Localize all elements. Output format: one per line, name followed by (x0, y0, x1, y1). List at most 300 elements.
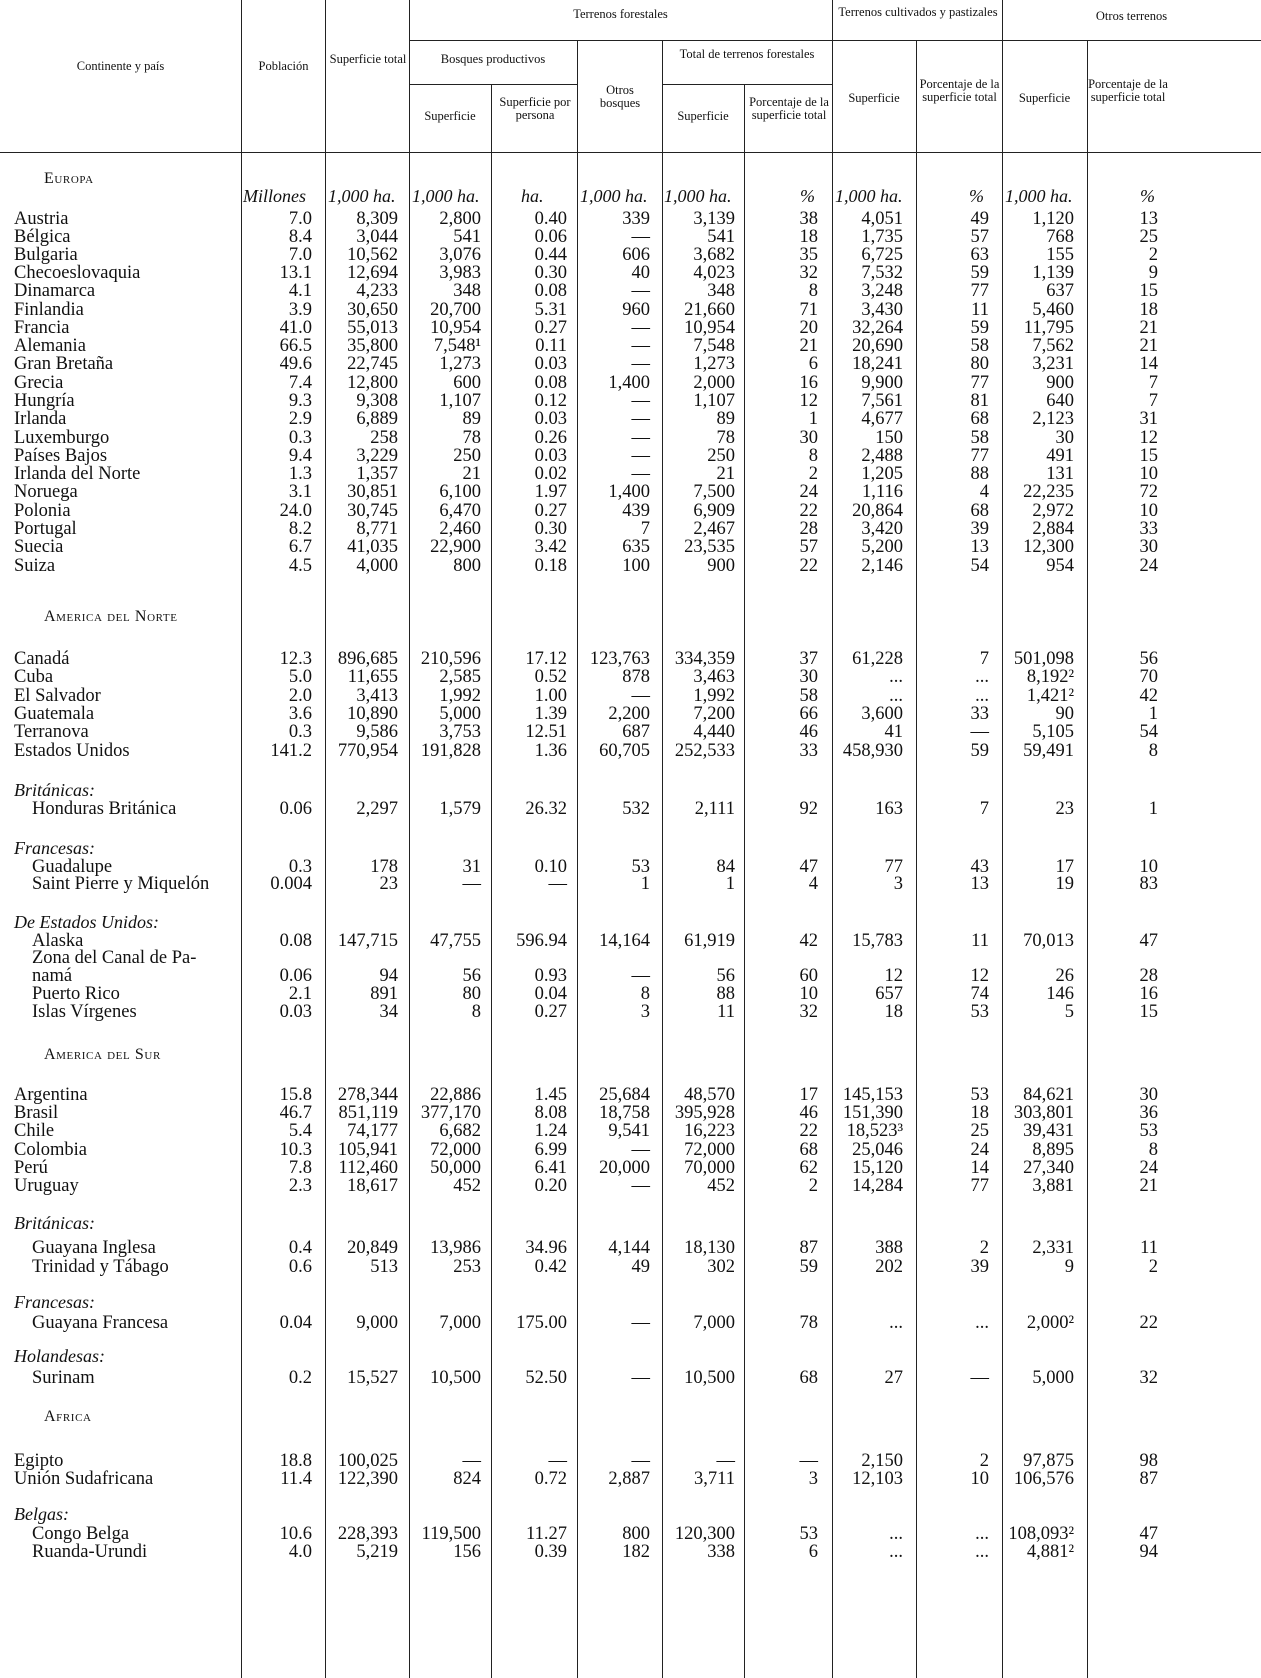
poblacion-cell: 66.5 (279, 336, 312, 356)
superficie-total-cell: 3,044 (356, 227, 398, 247)
table-row (0, 1140, 1261, 1160)
table-row (0, 741, 1261, 761)
cult-superficie-cell: 6,725 (861, 245, 903, 265)
cult-porcentaje-cell: 10 (970, 1469, 989, 1489)
cult-superficie-cell: 2,146 (861, 556, 903, 576)
otros-bosques-cell: 532 (622, 799, 650, 819)
ot-porcentaje-cell: 10 (1139, 501, 1158, 521)
cult-porcentaje-cell: ... (975, 686, 989, 706)
bp-superficie-cell: 600 (453, 373, 481, 393)
cult-porcentaje-cell: 11 (971, 931, 989, 951)
ot-porcentaje-cell: 33 (1139, 519, 1158, 539)
ot-superficie-cell: 5,460 (1032, 300, 1074, 320)
ot-superficie-cell: 3,231 (1032, 354, 1074, 374)
por-persona-cell: 0.18 (534, 556, 567, 576)
ot-porcentaje-cell: 7 (1148, 373, 1158, 393)
tf-porcentaje-cell: 3 (808, 1469, 818, 1489)
poblacion-cell: 8.4 (288, 227, 312, 247)
cult-superficie-cell: 1,205 (861, 464, 903, 484)
otros-bosques-cell: — (631, 428, 650, 448)
superficie-total-cell: 30,745 (347, 501, 398, 521)
bp-superficie-cell: 348 (453, 281, 481, 301)
poblacion-cell: 9.4 (288, 446, 312, 466)
tf-porcentaje-cell: 24 (799, 482, 818, 502)
subsection-de-estados-unidos: De Estados Unidos: (14, 912, 159, 932)
superficie-total-cell: 20,849 (347, 1238, 398, 1258)
por-persona-cell: 34.96 (525, 1238, 567, 1258)
cult-porcentaje-cell: — (970, 1368, 989, 1388)
ot-porcentaje-cell: 28 (1139, 966, 1158, 986)
header-tf-superficie: Superficie (677, 109, 729, 123)
ot-porcentaje-cell: 53 (1139, 1121, 1158, 1141)
poblacion-cell: 4.5 (288, 556, 312, 576)
ot-porcentaje-cell: 11 (1140, 1238, 1158, 1258)
tf-porcentaje-cell: 37 (799, 649, 818, 669)
ot-superficie-cell: 19 (1055, 874, 1074, 894)
table-row (0, 537, 1261, 557)
ot-porcentaje-cell: 10 (1139, 857, 1158, 877)
bp-superficie-cell: 541 (453, 227, 481, 247)
header-ot-porcentaje: Porcentaje de la superficie total (1088, 77, 1168, 104)
header-poblacion: Población (258, 59, 309, 73)
poblacion-cell: 11.4 (280, 1469, 312, 1489)
tf-superficie-cell: 10,500 (684, 1368, 735, 1388)
ot-superficie-cell: 501,098 (1013, 649, 1074, 669)
por-persona-cell: 0.30 (534, 263, 567, 283)
tf-porcentaje-cell: 92 (799, 799, 818, 819)
ot-superficie-cell: 108,093² (1008, 1524, 1074, 1544)
table-row (0, 227, 1261, 247)
ot-porcentaje-cell: 15 (1139, 1002, 1158, 1022)
unit-cult-superficie: 1,000 ha. (835, 186, 903, 206)
otros-bosques-cell: 339 (622, 209, 650, 229)
tf-porcentaje-cell: 16 (799, 373, 818, 393)
superficie-total-cell: 10,890 (347, 704, 398, 724)
ot-porcentaje-cell: 18 (1139, 300, 1158, 320)
tf-porcentaje-cell: 4 (808, 874, 818, 894)
tf-porcentaje-cell: 21 (799, 336, 818, 356)
ot-superficie-cell: 146 (1046, 984, 1074, 1004)
ot-porcentaje-cell: 24 (1139, 556, 1158, 576)
otros-bosques-cell: 800 (622, 1524, 650, 1544)
table-row (0, 354, 1261, 374)
table-row (0, 245, 1261, 265)
unit-tf-porcentaje: % (800, 186, 815, 206)
tf-superficie-cell: 21,660 (684, 300, 735, 320)
table-row (0, 1176, 1261, 1196)
poblacion-cell: 24.0 (279, 501, 312, 521)
cult-superficie-cell: 1,116 (862, 482, 903, 502)
tf-superficie-cell: 3,682 (693, 245, 735, 265)
cult-porcentaje-cell: 24 (970, 1140, 989, 1160)
tf-porcentaje-cell: 71 (799, 300, 818, 320)
poblacion-cell: 7.4 (288, 373, 312, 393)
header-cultivados: Terrenos cultivados y pastizales (838, 5, 998, 19)
por-persona-cell: — (548, 1451, 567, 1471)
poblacion-cell: 0.004 (270, 874, 312, 894)
por-persona-cell: 0.44 (534, 245, 567, 265)
ot-superficie-cell: 4,881² (1026, 1542, 1074, 1562)
tf-superficie-cell: 56 (716, 966, 735, 986)
cult-porcentaje-cell: 54 (970, 556, 989, 576)
unit-superficie-total: 1,000 ha. (328, 186, 396, 206)
bp-superficie-cell: 253 (453, 1257, 481, 1277)
country-name: Ruanda-Urundi (32, 1542, 148, 1562)
tf-porcentaje-cell: 6 (808, 354, 818, 374)
ot-porcentaje-cell: 1 (1148, 704, 1158, 724)
otros-bosques-cell: 2,200 (608, 704, 650, 724)
ot-porcentaje-cell: 25 (1139, 227, 1158, 247)
tf-superficie-cell: 1,107 (693, 391, 735, 411)
cult-porcentaje-cell: 68 (970, 409, 989, 429)
cult-porcentaje-cell: 14 (970, 1158, 989, 1178)
cult-superficie-cell: 18,241 (852, 354, 903, 374)
por-persona-cell: 0.30 (534, 519, 567, 539)
por-persona-cell: 0.20 (534, 1176, 567, 1196)
ot-porcentaje-cell: 14 (1139, 354, 1158, 374)
country-name: Alaska (32, 931, 84, 951)
por-persona-cell: 596.94 (516, 931, 567, 951)
otros-bosques-cell: — (631, 464, 650, 484)
tf-porcentaje-cell: 47 (799, 857, 818, 877)
table-row (0, 209, 1261, 229)
cult-porcentaje-cell: 13 (970, 874, 989, 894)
ot-porcentaje-cell: 12 (1139, 428, 1158, 448)
cult-porcentaje-cell: 68 (970, 501, 989, 521)
table-row (0, 446, 1261, 466)
header-cult-superficie: Superficie (848, 91, 900, 105)
tf-porcentaje-cell: 10 (799, 984, 818, 1004)
ot-porcentaje-cell: 70 (1139, 667, 1158, 687)
cult-porcentaje-cell: 33 (970, 704, 989, 724)
por-persona-cell: 0.10 (534, 857, 567, 877)
bp-superficie-cell: 78 (462, 428, 481, 448)
country-name: Suiza (14, 556, 56, 576)
tf-superficie-cell: 1,992 (693, 686, 735, 706)
ot-porcentaje-cell: 15 (1139, 281, 1158, 301)
tf-superficie-cell: 348 (707, 281, 735, 301)
por-persona-cell: 0.52 (534, 667, 567, 687)
country-name: Estados Unidos (14, 741, 130, 761)
por-persona-cell: 5.31 (534, 300, 567, 320)
tf-porcentaje-cell: 28 (799, 519, 818, 539)
poblacion-cell: 18.8 (279, 1451, 312, 1471)
poblacion-cell: 0.3 (288, 428, 312, 448)
tf-superficie-cell: 61,919 (684, 931, 735, 951)
tf-superficie-cell: 11 (717, 1002, 735, 1022)
subsection-holandesas: Holandesas: (14, 1346, 105, 1366)
table-row (0, 464, 1261, 484)
poblacion-cell: 0.03 (279, 1002, 312, 1022)
tf-porcentaje-cell: 57 (799, 537, 818, 557)
tf-superficie-cell: 88 (716, 984, 735, 1004)
bp-superficie-cell: 1,273 (439, 354, 481, 374)
poblacion-cell: 3.9 (288, 300, 312, 320)
tf-superficie-cell: 541 (707, 227, 735, 247)
otros-bosques-cell: 3 (640, 1002, 650, 1022)
otros-bosques-cell: 8 (640, 984, 650, 1004)
table-row (0, 300, 1261, 320)
table-row (0, 1313, 1261, 1333)
cult-porcentaje-cell: 18 (970, 1103, 989, 1123)
por-persona-cell: 175.00 (516, 1313, 567, 1333)
ot-superficie-cell: 7,562 (1032, 336, 1074, 356)
cult-superficie-cell: 18,523³ (846, 1121, 903, 1141)
cult-superficie-cell: 657 (875, 984, 903, 1004)
country-name: Países Bajos (14, 446, 108, 466)
ot-porcentaje-cell: 16 (1139, 984, 1158, 1004)
header-rule (662, 84, 832, 85)
bp-superficie-cell: 80 (462, 984, 481, 1004)
tf-porcentaje-cell: 22 (799, 556, 818, 576)
poblacion-cell: 0.08 (279, 931, 312, 951)
superficie-total-cell: 6,889 (356, 409, 398, 429)
superficie-total-cell: 11,655 (347, 667, 398, 687)
cult-porcentaje-cell: 12 (970, 966, 989, 986)
poblacion-cell: 0.06 (279, 966, 312, 986)
country-name: Irlanda (14, 409, 67, 429)
por-persona-cell: 1.39 (534, 704, 567, 724)
superficie-total-cell: 105,941 (337, 1140, 398, 1160)
country-name: Cuba (14, 667, 54, 687)
unit-ot-superficie: 1,000 ha. (1005, 186, 1073, 206)
tf-porcentaje-cell: 87 (799, 1238, 818, 1258)
superficie-total-cell: 122,390 (337, 1469, 398, 1489)
superficie-total-cell: 8,309 (356, 209, 398, 229)
ot-porcentaje-cell: 1 (1148, 799, 1158, 819)
ot-superficie-cell: 12,300 (1023, 537, 1074, 557)
cult-porcentaje-cell: 63 (970, 245, 989, 265)
ot-superficie-cell: 84,621 (1023, 1085, 1074, 1105)
ot-superficie-cell: 26 (1055, 966, 1074, 986)
cult-superficie-cell: 3,430 (861, 300, 903, 320)
ot-superficie-cell: 2,884 (1032, 519, 1074, 539)
table-row (0, 1368, 1261, 1388)
table-row (0, 501, 1261, 521)
tf-porcentaje-cell: 8 (808, 446, 818, 466)
ot-superficie-cell: 491 (1046, 446, 1074, 466)
bp-superficie-cell: — (462, 1451, 481, 1471)
por-persona-cell: 0.27 (534, 318, 567, 338)
bp-superficie-cell: 2,460 (439, 519, 481, 539)
superficie-total-cell: 18,617 (347, 1176, 398, 1196)
bp-superficie-cell: 22,900 (430, 537, 481, 557)
section-europa: Europa (44, 170, 94, 187)
tf-porcentaje-cell: 17 (799, 1085, 818, 1105)
country-name: Hungría (14, 391, 75, 411)
cult-superficie-cell: 151,390 (842, 1103, 903, 1123)
bp-superficie-cell: 5,000 (439, 704, 481, 724)
tf-superficie-cell: 16,223 (684, 1121, 735, 1141)
cult-superficie-cell: 27 (884, 1368, 903, 1388)
ot-superficie-cell: 30 (1055, 428, 1074, 448)
otros-bosques-cell: 123,763 (589, 649, 650, 669)
cult-superficie-cell: ... (889, 1542, 903, 1562)
table-row (0, 874, 1261, 894)
otros-bosques-cell: 1 (640, 874, 650, 894)
country-name: Finlandia (14, 300, 84, 320)
superficie-total-cell: 112,460 (338, 1158, 398, 1178)
country-name: Guadalupe (32, 857, 113, 877)
poblacion-cell: 2.0 (288, 686, 312, 706)
poblacion-cell: 0.4 (288, 1238, 312, 1258)
ot-porcentaje-cell: 56 (1139, 649, 1158, 669)
otros-bosques-cell: — (631, 409, 650, 429)
section-africa: Africa (44, 1408, 92, 1425)
bp-superficie-cell: 824 (453, 1469, 481, 1489)
cult-superficie-cell: 77 (884, 857, 903, 877)
otros-bosques-cell: — (631, 1451, 650, 1471)
country-name: Honduras Británica (32, 799, 177, 819)
table-row (0, 948, 1261, 968)
cult-superficie-cell: 202 (875, 1257, 903, 1277)
country-name: Dinamarca (14, 281, 96, 301)
ot-superficie-cell: 2,331 (1032, 1238, 1074, 1258)
ot-superficie-cell: 17 (1055, 857, 1074, 877)
table-row (0, 556, 1261, 576)
table-row (0, 318, 1261, 338)
por-persona-cell: 0.11 (535, 336, 567, 356)
otros-bosques-cell: — (631, 227, 650, 247)
ot-porcentaje-cell: 36 (1139, 1103, 1158, 1123)
ot-porcentaje-cell: 10 (1139, 464, 1158, 484)
table-row (0, 391, 1261, 411)
tf-superficie-cell: 70,000 (684, 1158, 735, 1178)
poblacion-cell: 5.0 (288, 667, 312, 687)
ot-superficie-cell: 106,576 (1013, 1469, 1074, 1489)
superficie-total-cell: 12,800 (347, 373, 398, 393)
tf-porcentaje-cell: 2 (808, 1176, 818, 1196)
ot-superficie-cell: 11,795 (1023, 318, 1074, 338)
country-name: Uruguay (14, 1176, 79, 1196)
bp-superficie-cell: 452 (453, 1176, 481, 1196)
country-name: Chile (14, 1121, 55, 1141)
superficie-total-cell: 2,297 (356, 799, 398, 819)
por-persona-cell: 6.41 (534, 1158, 567, 1178)
ot-superficie-cell: 131 (1046, 464, 1074, 484)
cult-superficie-cell: 41 (884, 722, 903, 742)
country-name: Surinam (32, 1368, 95, 1388)
ot-superficie-cell: 70,013 (1023, 931, 1074, 951)
country-name: Guayana Francesa (32, 1313, 169, 1333)
superficie-total-cell: 1,357 (356, 464, 398, 484)
bp-superficie-cell: 10,500 (430, 1368, 481, 1388)
tf-superficie-cell: 2,111 (694, 799, 735, 819)
cult-superficie-cell: 3,248 (861, 281, 903, 301)
cult-porcentaje-cell: 57 (970, 227, 989, 247)
bp-superficie-cell: 2,585 (439, 667, 481, 687)
poblacion-cell: 46.7 (279, 1103, 312, 1123)
cult-porcentaje-cell: 39 (970, 519, 989, 539)
otros-bosques-cell: — (631, 686, 650, 706)
poblacion-cell: 7.0 (288, 209, 312, 229)
country-name: Islas Vírgenes (32, 1002, 137, 1022)
tf-superficie-cell: 84 (716, 857, 735, 877)
superficie-total-cell: 55,013 (347, 318, 398, 338)
poblacion-cell: 141.2 (270, 741, 312, 761)
bp-superficie-cell: 800 (453, 556, 481, 576)
tf-superficie-cell: 7,548 (693, 336, 735, 356)
superficie-total-cell: 34 (379, 1002, 398, 1022)
ot-superficie-cell: 22,235 (1023, 482, 1074, 502)
poblacion-cell: 10.3 (279, 1140, 312, 1160)
cult-porcentaje-cell: 49 (970, 209, 989, 229)
tf-superficie-cell: 338 (707, 1542, 735, 1562)
section-america-sur: America del Sur (44, 1046, 161, 1063)
cult-superficie-cell: ... (889, 686, 903, 706)
superficie-total-cell: 9,586 (356, 722, 398, 742)
cult-porcentaje-cell: 81 (970, 391, 989, 411)
superficie-total-cell: 8,771 (356, 519, 398, 539)
tf-superficie-cell: 452 (707, 1176, 735, 1196)
cult-superficie-cell: 20,864 (852, 501, 903, 521)
tf-superficie-cell: 7,500 (693, 482, 735, 502)
cult-superficie-cell: 15,120 (852, 1158, 903, 1178)
unit-cult-porcentaje: % (969, 186, 984, 206)
ot-superficie-cell: 59,491 (1023, 741, 1074, 761)
cult-superficie-cell: 32,264 (852, 318, 903, 338)
por-persona-cell: 17.12 (525, 649, 567, 669)
ot-superficie-cell: 954 (1046, 556, 1074, 576)
cult-porcentaje-cell: 77 (970, 373, 989, 393)
header-rule (409, 84, 577, 85)
otros-bosques-cell: 53 (631, 857, 650, 877)
tf-superficie-cell: 3,711 (694, 1469, 735, 1489)
cult-superficie-cell: 7,561 (861, 391, 903, 411)
header-tf-porcentaje: Porcentaje de la superficie total (749, 95, 829, 122)
ot-porcentaje-cell: 32 (1139, 1368, 1158, 1388)
tf-superficie-cell: 120,300 (674, 1524, 735, 1544)
tf-superficie-cell: 3,463 (693, 667, 735, 687)
otros-bosques-cell: — (631, 1313, 650, 1333)
table-row (0, 799, 1261, 819)
poblacion-cell: 0.06 (279, 799, 312, 819)
header-continente: Continente y país (76, 59, 165, 73)
bp-superficie-cell: 47,755 (430, 931, 481, 951)
cult-superficie-cell: ... (889, 667, 903, 687)
tf-superficie-cell: 7,200 (693, 704, 735, 724)
tf-superficie-cell: 1,273 (693, 354, 735, 374)
cult-porcentaje-cell: 74 (970, 984, 989, 1004)
superficie-total-cell: 891 (370, 984, 398, 1004)
ot-porcentaje-cell: 31 (1139, 409, 1158, 429)
cult-superficie-cell: 18 (884, 1002, 903, 1022)
cult-superficie-cell: 3,420 (861, 519, 903, 539)
otros-bosques-cell: — (631, 336, 650, 356)
superficie-total-cell: 10,562 (347, 245, 398, 265)
poblacion-cell: 7.8 (288, 1158, 312, 1178)
poblacion-cell: 3.1 (288, 482, 312, 502)
ot-superficie-cell: 1,421² (1026, 686, 1074, 706)
por-persona-cell: 1.24 (534, 1121, 567, 1141)
ot-superficie-cell: 9 (1064, 1257, 1074, 1277)
cult-superficie-cell: 2,488 (861, 446, 903, 466)
table-row (0, 373, 1261, 393)
ot-porcentaje-cell: 21 (1139, 1176, 1158, 1196)
bp-superficie-cell: 3,753 (439, 722, 481, 742)
cult-superficie-cell: 5,200 (861, 537, 903, 557)
otros-bosques-cell: 635 (622, 537, 650, 557)
table-row (0, 1451, 1261, 1471)
ot-porcentaje-cell: 47 (1139, 931, 1158, 951)
bp-superficie-cell: 10,954 (430, 318, 481, 338)
country-name: Guayana Inglesa (32, 1238, 156, 1258)
country-name: Zona del Canal de Pa- (32, 948, 197, 968)
country-name: Austria (14, 209, 69, 229)
table-row (0, 519, 1261, 539)
superficie-total-cell: 5,219 (356, 1542, 398, 1562)
country-name: Unión Sudafricana (14, 1469, 154, 1489)
